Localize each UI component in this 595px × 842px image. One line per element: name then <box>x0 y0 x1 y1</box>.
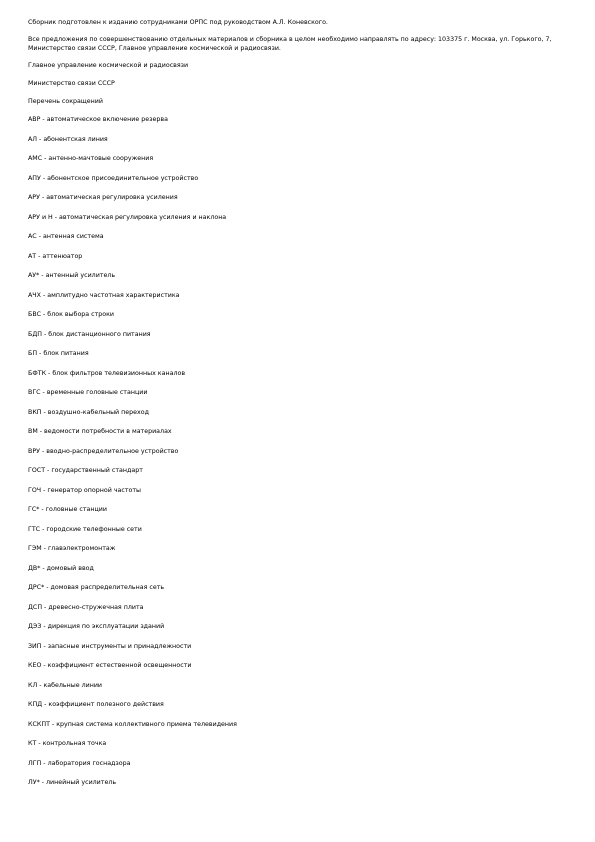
address-paragraph: Все предложения по совершенствованию отдельных материалов и сборника в целом необходимо направлять по адресу: 103375 г. Москва, ул. Горького, 7, Министерство связи СССР, Главное управление космической и радиосвязи. <box>28 36 552 52</box>
abbreviation-item: БФТК - блок фильтров телевизионных каналов <box>28 369 186 377</box>
abbreviation-item: ЛУ* - линейный усилитель <box>28 779 117 786</box>
intro-paragraph: Сборник подготовлен к изданию сотрудниками ОРПС под руководством А.Л. Коневского. <box>28 19 328 26</box>
abbreviation-item: АМС - антенно-мачтовые сооружения <box>28 155 154 162</box>
abbreviation-item: БВС - блок выбора строки <box>28 311 115 318</box>
abbreviation-item: АПУ - абонентское присоединительное устройство <box>28 174 199 182</box>
abbreviation-item: ВКП - воздушно-кабельный переход <box>28 408 149 416</box>
abbreviation-item: ГЭМ - главэлектромонтаж <box>28 545 116 552</box>
abbreviation-item: КПД - коэффициент полезного действия <box>28 701 164 708</box>
abbreviation-item: АС - антенная система <box>28 233 104 240</box>
abbreviation-item: ГОСТ - государственный стандарт <box>28 467 143 474</box>
abbreviation-item: ДЭЗ - дирекция по эксплуатации зданий <box>28 623 165 630</box>
abbreviation-item: БДП - блок дистанционного питания <box>28 330 151 338</box>
abbreviation-item: АТ - аттенюатор <box>28 252 83 260</box>
abbreviation-item: АВР - автоматическое включение резерва <box>28 116 168 123</box>
ministry-line: Министерство связи СССР <box>28 80 115 87</box>
department-line: Главное управление космической и радиосвязи <box>28 62 189 69</box>
abbreviation-item: ДВ* - домовый ввод <box>28 564 94 572</box>
abbreviation-item: АРУ и Н - автоматическая регулировка усиления и наклона <box>28 213 227 221</box>
abbreviation-item: АРУ - автоматическая регулировка усиления <box>28 194 178 201</box>
abbreviation-item: ГТС - городские телефонные сети <box>28 525 142 533</box>
abbreviation-item: ВРУ - вводно-распределительное устройство <box>28 447 179 455</box>
abbreviation-item: АУ* - антенный усилитель <box>28 272 116 279</box>
abbreviation-item: АЧХ - амплитудно частотная характеристика <box>28 291 180 299</box>
abbreviation-list <box>28 115 568 798</box>
abbreviation-item: ВГС - временные головные станции <box>28 389 148 396</box>
document-page <box>28 18 568 798</box>
list-heading: Перечень сокращений <box>28 98 103 105</box>
abbreviation-item: АЛ - абонентская линия <box>28 135 108 143</box>
abbreviation-item: ЛГП - лаборатория госнадзора <box>28 759 131 767</box>
abbreviation-item: ДРС* - домовая распределительная сеть <box>28 584 165 591</box>
abbreviation-item: БП - блок питания <box>28 350 89 357</box>
abbreviation-item: ДСП - древесно-стружечная плита <box>28 603 144 611</box>
abbreviation-item: ГОЧ - генератор опорной частоты <box>28 486 142 494</box>
abbreviation-item: ЗИП - запасные инструменты и принадлежности <box>28 642 192 650</box>
abbreviation-item: ВМ - ведомости потребности в материалах <box>28 428 172 435</box>
abbreviation-item: КСКПТ - крупная система коллективного приема телевидения <box>28 720 237 728</box>
abbreviation-item: ГС* - головные станции <box>28 506 107 513</box>
abbreviation-item: КТ - контрольная точка <box>28 740 107 747</box>
abbreviation-item: КЕО - коэффициент естественной освещенности <box>28 662 192 669</box>
abbreviation-item: КЛ - кабельные линии <box>28 681 103 689</box>
